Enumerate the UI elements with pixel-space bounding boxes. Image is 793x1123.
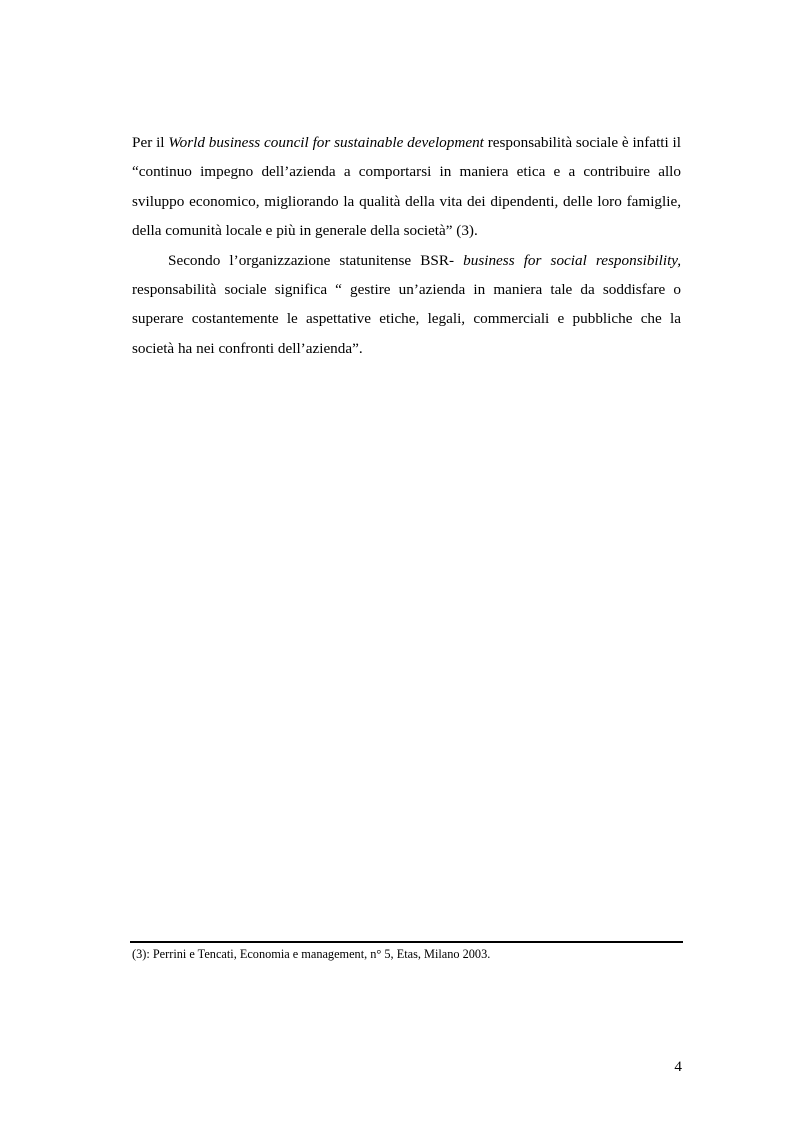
footnote-separator: [130, 941, 683, 943]
organization-name-italic: World business council for sustainable development: [168, 134, 484, 151]
footnote: (3): Perrini e Tencati, Economia e management, n° 5, Etas, Milano 2003.: [132, 947, 491, 961]
paragraph-text: Per il: [132, 134, 169, 151]
paragraph-wbcsd-definition: [132, 128, 681, 246]
paragraph-bsr-definition: [132, 246, 681, 364]
paragraph-text: responsabilità sociale significa “ gestire un’azienda in maniera tale da soddisfare o superare costantemente le aspettative etiche, legali, commerciali e pubbliche che la società ha nei confronti dell’azienda”.: [132, 281, 681, 357]
paragraph-text: responsabilità sociale è infatti il “continuo impegno dell’azienda a comportarsi in maniera etica e a contribuire allo sviluppo economico, migliorando la qualità della vita dei dipendenti, delle loro famiglie, della comunità locale e più in generale della società” (3).: [132, 134, 681, 240]
organization-name-italic: business for social responsibility,: [463, 251, 682, 269]
body-text: [132, 128, 681, 363]
paragraph-text: Secondo l’organizzazione statunitense BSR-: [168, 251, 464, 269]
page-number: 4: [674, 1058, 682, 1075]
